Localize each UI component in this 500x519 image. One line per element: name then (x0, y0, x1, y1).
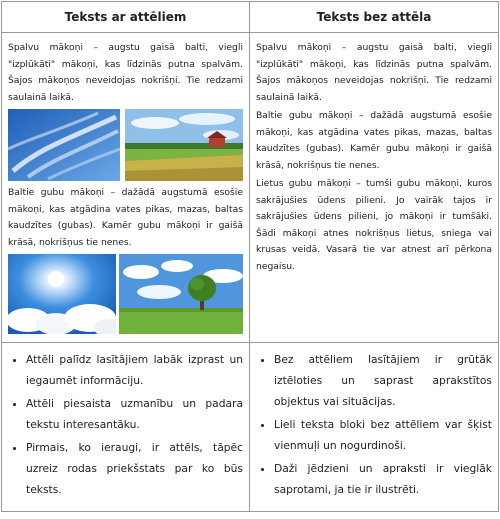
cell-text-without-images (250, 33, 499, 343)
cons-list (256, 349, 492, 500)
pros-item: • Attēli palīdz lasītājiem labāk izprast un iegaumēt informāciju. (26, 349, 243, 391)
header-with-images: Teksts ar attēliem (2, 2, 250, 33)
cons-item: • Lieli teksta bloki bez attēliem var šķist vienmuļi un nogurdinoši. (274, 414, 492, 456)
tree-meadow-photo (119, 254, 243, 334)
cons-item: • Daži jēdzieni un apraksti ir vieglāk saprotami, ja tie ir ilustrēti. (274, 458, 492, 500)
cirrus-paragraph: Spalvu mākoņi – augstu gaisā balti, viegli "izplūkāti" mākoņi, kas līdzinās putna spalvām. Šajos mākoņos neveidojas nokrišņi. Tie redzami saulainā laikā. (8, 42, 243, 103)
text-row (2, 33, 499, 343)
cell-pros (2, 343, 250, 512)
sun-clouds-photo (8, 254, 116, 334)
cell-cons (250, 343, 499, 512)
cumulus-paragraph: Baltie gubu mākoņi – dažādā augstumā esošie mākoņi, kas atgādina vates pikas, mazas, baltas kaudzītes (gubas). Kamēr gubu mākoņi ir gaišā krāsā, nokrišņus tie nenes. (8, 187, 243, 248)
pros-item: • Attēli piesaista uzmanību un padara tekstu interesantāku. (26, 393, 243, 435)
image-row-1 (8, 109, 243, 181)
cirrus-sky-photo (8, 109, 120, 181)
image-row-2 (8, 254, 243, 334)
cons-item: • Bez attēliem lasītājiem ir grūtāk iztēloties un saprast aprakstītos objektus vai situācijas. (274, 349, 492, 412)
cirrus-paragraph: Spalvu mākoņi – augstu gaisā balti, viegli "izplūkāti" mākoņi, kas līdzinās putna spalvām. Šajos mākoņos neveidojas nokrišņi. Tie redzami saulainā laikā. (256, 42, 492, 103)
farm-field-photo (125, 109, 243, 181)
header-without-images: Teksts bez attēla (250, 2, 499, 33)
pros-list (8, 349, 243, 500)
rain-cloud-paragraph: Lietus gubu mākoņi – tumši gubu mākoņi, kuros sakrājušies ūdens pilieni. Jo vairāk tajos ir sakrājušies ūdens pilieni, jo mākoņi ir tumšāki. Šādi mākoņi atnes nokrišņus lietus, sniega vai krusas veidā. Vasarā tie var atnest arī pērkona negaisu. (256, 178, 492, 272)
header-row (2, 2, 499, 33)
pros-item: • Pirmais, ko ieraugi, ir attēls, tāpēc uzreiz rodas priekšstats par ko būs teksts. (26, 437, 243, 500)
cumulus-paragraph: Baltie gubu mākoņi – dažādā augstumā esošie mākoņi, kas atgādina vates pikas, mazas, baltas kaudzītes (gubas). Kamēr gubu mākoņi ir gaišā krāsā, nokrišņus tie nenes. (256, 110, 492, 171)
cell-text-with-images (2, 33, 250, 343)
list-row (2, 343, 499, 512)
comparison-table (1, 1, 499, 512)
